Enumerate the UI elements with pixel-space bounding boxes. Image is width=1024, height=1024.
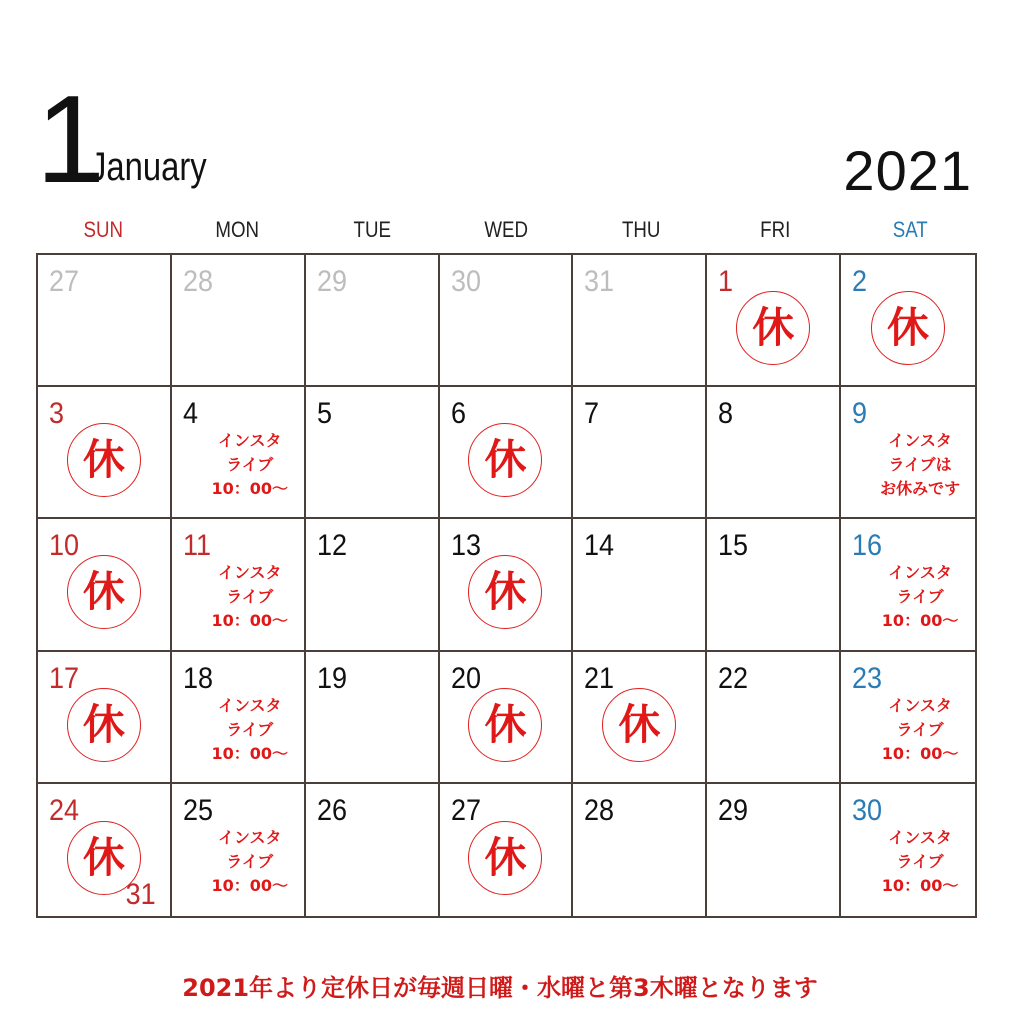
year-label: 2021: [843, 139, 972, 202]
closed-stamp: 休: [602, 688, 676, 762]
day-number: 16: [852, 529, 883, 563]
weekday-mon: MON: [215, 217, 260, 242]
note-line: インスタ: [218, 563, 282, 583]
holiday-notice: 2021年より定休日が毎週日曜・水曜と第3木曜となります: [182, 974, 818, 1002]
day-cell: [306, 519, 440, 651]
day-cell: [440, 652, 574, 784]
day-number: 28: [584, 793, 615, 827]
closed-stamp: 休: [67, 555, 141, 629]
note-line: 10：00～: [211, 743, 289, 763]
day-cell: [440, 784, 574, 916]
month-name: January: [90, 145, 207, 189]
day-number: 27: [49, 265, 80, 298]
note-line: ライブ: [226, 719, 274, 739]
weekday-header: [36, 212, 977, 248]
closed-stamp: 休: [871, 291, 945, 365]
insta-live-note: [196, 561, 304, 633]
day-cell: [841, 652, 975, 784]
day-cell: [306, 784, 440, 916]
day-number: 29: [718, 793, 749, 827]
closed-stamp: 休: [468, 423, 542, 497]
note-line: ライブ: [896, 719, 944, 739]
note-line: ライブ: [896, 851, 944, 871]
day-number: 8: [718, 397, 734, 431]
day-number: 19: [316, 661, 347, 695]
insta-live-note: [865, 826, 975, 898]
closed-stamp: 休: [736, 291, 810, 365]
day-cell: [573, 652, 707, 784]
day-number: 3: [49, 397, 65, 431]
day-number: 2: [852, 265, 868, 298]
day-number: 30: [450, 265, 481, 298]
day-number: 24: [49, 793, 80, 827]
day-number: 20: [450, 661, 481, 695]
month-number: 1: [36, 71, 105, 209]
day-number: 1: [718, 265, 734, 298]
day-number: 14: [584, 529, 615, 563]
day-cell: [707, 519, 841, 651]
note-line: ライブ: [896, 587, 944, 607]
note-line: お休みです: [880, 479, 961, 499]
day-cell: [841, 784, 975, 916]
calendar-grid: [36, 253, 977, 918]
day-cell: [172, 652, 306, 784]
note-line: 10：00～: [881, 875, 959, 895]
day-cell: [841, 519, 975, 651]
day-number: 18: [182, 661, 213, 695]
day-number: 27: [450, 793, 481, 827]
day-cell: [707, 255, 841, 387]
day-number: 6: [450, 397, 466, 431]
day-number: 9: [852, 397, 868, 431]
day-cell: [707, 652, 841, 784]
day-number: 7: [584, 397, 600, 431]
note-line: ライブ: [226, 587, 274, 607]
day-number: 26: [316, 793, 347, 827]
day-number: 10: [49, 529, 80, 563]
weekday-fri: FRI: [760, 217, 791, 242]
insta-live-note: [196, 694, 304, 766]
day-cell: [841, 387, 975, 519]
closed-stamp: 休: [468, 821, 542, 895]
day-number: 15: [718, 529, 749, 563]
insta-live-note: [196, 429, 304, 501]
day-cell: [707, 387, 841, 519]
day-cell: [38, 784, 172, 916]
closed-stamp: 休: [67, 423, 141, 497]
day-cell: [707, 784, 841, 916]
day-number: 17: [49, 661, 80, 695]
day-cell: [38, 652, 172, 784]
day-cell: [440, 255, 574, 387]
day-cell: [306, 255, 440, 387]
day-number: 21: [584, 661, 615, 695]
note-line: インスタ: [888, 431, 952, 451]
day-number: 12: [316, 529, 347, 563]
day-number: 30: [852, 793, 883, 827]
day-cell: [172, 255, 306, 387]
day-cell: [841, 255, 975, 387]
weekday-thu: THU: [621, 217, 661, 242]
day-cell: [172, 784, 306, 916]
day-cell: [38, 255, 172, 387]
note-line: 10：00～: [211, 479, 289, 499]
day-cell: [440, 519, 574, 651]
day-number: 22: [718, 661, 749, 695]
insta-live-note: [865, 561, 975, 633]
weekday-wed: WED: [484, 217, 529, 242]
day-cell: [573, 519, 707, 651]
note-line: インスタ: [218, 431, 282, 451]
day-number: 29: [316, 265, 347, 298]
day-number: 11: [182, 529, 211, 563]
day-cell: [306, 387, 440, 519]
day-number: 13: [450, 529, 481, 563]
note-line: インスタ: [888, 563, 952, 583]
day-cell: [306, 652, 440, 784]
insta-live-note: [196, 826, 304, 898]
note-line: 10：00～: [211, 611, 289, 631]
closed-stamp: 休: [468, 555, 542, 629]
note-line: 10：00～: [211, 875, 289, 895]
note-line: インスタ: [888, 695, 952, 715]
day-cell: [38, 519, 172, 651]
day-number: 23: [852, 661, 883, 695]
note-line: ライブ: [226, 455, 274, 475]
note-line: インスタ: [218, 695, 282, 715]
day-cell: [440, 387, 574, 519]
day-cell: [573, 255, 707, 387]
day-number: 25: [182, 793, 213, 827]
day-cell: [573, 387, 707, 519]
day-number: 28: [182, 265, 213, 298]
day-cell: [573, 784, 707, 916]
note-line: 10：00～: [881, 611, 959, 631]
weekday-sun: SUN: [83, 217, 123, 242]
note-line: インスタ: [218, 827, 282, 847]
closed-stamp: 休: [67, 688, 141, 762]
day-number: 5: [316, 397, 332, 431]
weekday-tue: TUE: [353, 217, 391, 242]
day-number-extra: 31: [126, 877, 157, 911]
note-line: 10：00～: [881, 743, 959, 763]
day-cell: [172, 519, 306, 651]
weekday-sat: SAT: [892, 217, 928, 242]
closed-stamp: 休: [67, 821, 141, 895]
insta-live-off-note: [865, 429, 975, 501]
insta-live-note: [865, 694, 975, 766]
day-number: 4: [182, 397, 198, 431]
note-line: ライブは: [888, 455, 952, 475]
note-line: ライブ: [226, 851, 274, 871]
day-number: 31: [584, 265, 615, 298]
day-cell: [38, 387, 172, 519]
closed-stamp: 休: [468, 688, 542, 762]
day-cell: [172, 387, 306, 519]
note-line: インスタ: [888, 827, 952, 847]
